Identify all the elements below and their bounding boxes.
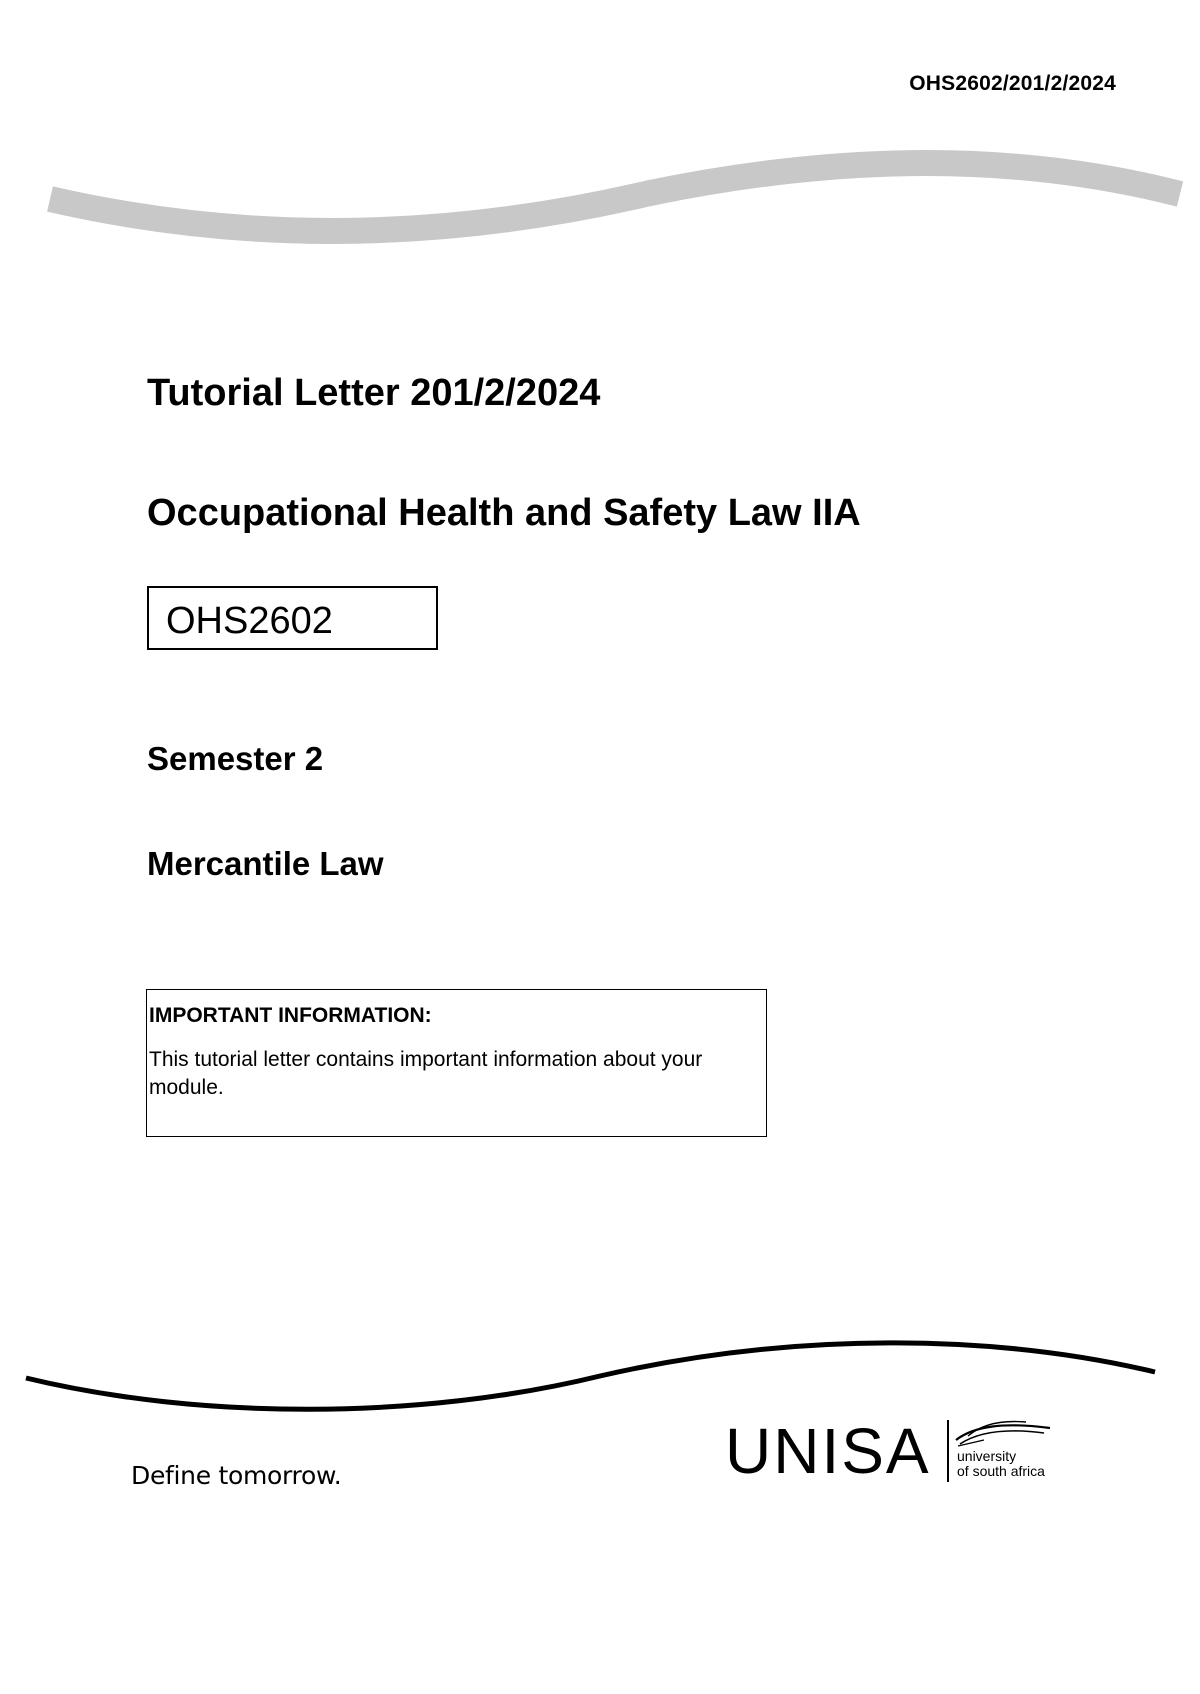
tagline: Define tomorrow. (131, 1461, 342, 1490)
important-info-heading: IMPORTANT INFORMATION: (149, 1004, 432, 1027)
unisa-logo (725, 1416, 1065, 1486)
module-name-title: Occupational Health and Safety Law IIA (147, 492, 861, 534)
logo-wordmark: UNISA (725, 1415, 931, 1487)
important-info-body: This tutorial letter contains important information about your module. (149, 1048, 703, 1099)
module-code-box (147, 586, 438, 650)
semester-label: Semester 2 (147, 740, 324, 777)
department-label: Mercantile Law (147, 845, 384, 882)
wing-emblem-icon (954, 1418, 1054, 1448)
logo-line-south-africa: of south africa (957, 1463, 1045, 1479)
logo-line-university: university (957, 1448, 1017, 1464)
top-wave-stroke (50, 163, 1180, 231)
logo-subtitle (957, 1449, 1045, 1479)
logo-divider (947, 1420, 949, 1482)
doc-reference: OHS2602/201/2/2024 (909, 72, 1116, 95)
bottom-wave-stroke (26, 1343, 1155, 1409)
module-code: OHS2602 (166, 600, 333, 642)
tutorial-letter-title: Tutorial Letter 201/2/2024 (147, 372, 601, 414)
important-info-box (146, 989, 767, 1137)
